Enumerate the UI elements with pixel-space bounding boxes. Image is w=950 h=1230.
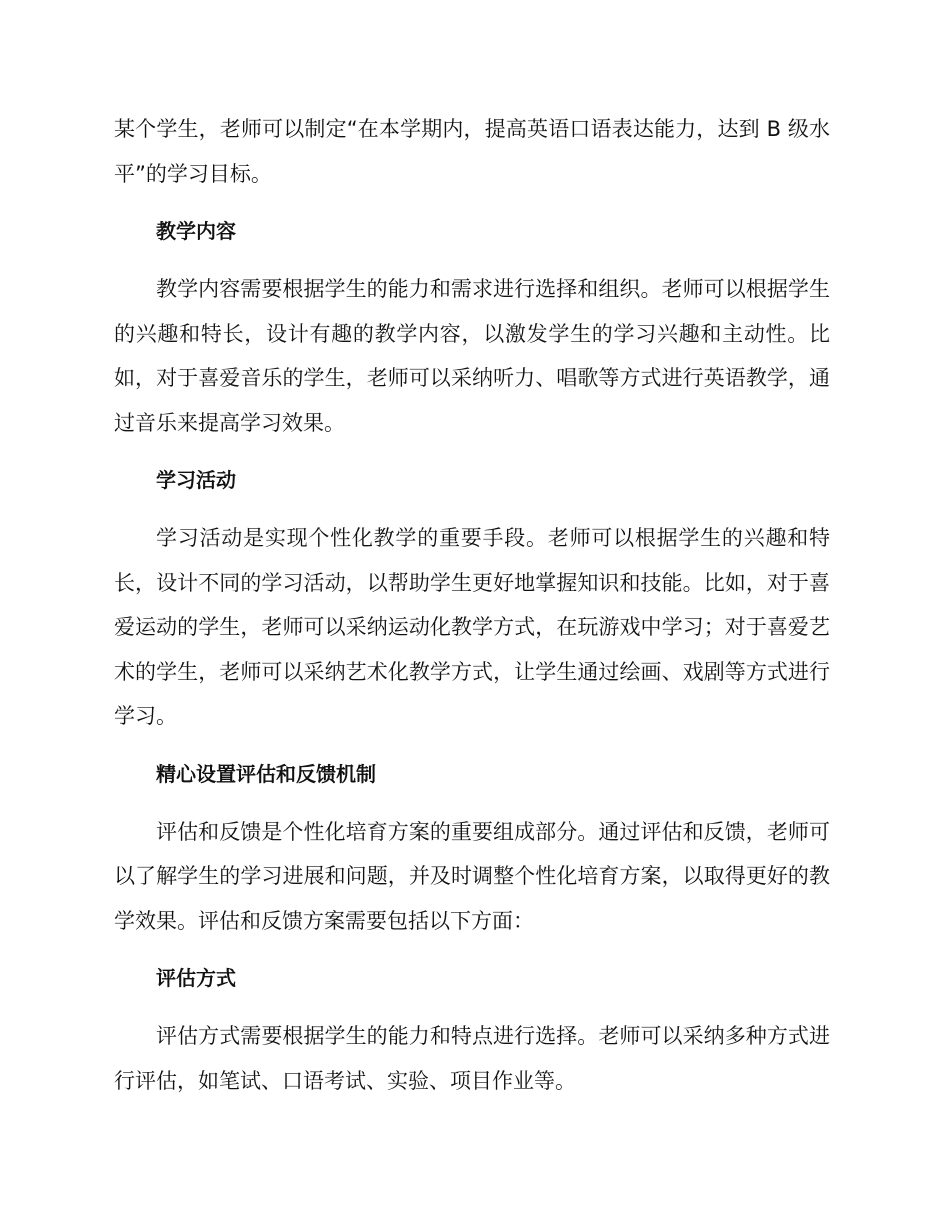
section-body-assessment-feedback: 评估和反馈是个性化培育方案的重要组成部分。通过评估和反馈，老师可以了解学生的学习进展和问题，并及时调整个性化培育方案，以取得更好的教学效果。评估和反馈方案需要包括以下方面： xyxy=(114,819,830,933)
section-heading-teaching-content: 教学内容 xyxy=(156,219,236,243)
intro-continuation-paragraph: 某个学生，老师可以制定“在本学期内，提高英语口语表达能力，达到 B 级水平”的学习目标。 xyxy=(114,117,830,186)
section-heading-learning-activities: 学习活动 xyxy=(156,468,236,492)
section-body-teaching-content: 教学内容需要根据学生的能力和需求进行选择和组织。老师可以根据学生的兴趣和特长，设计有趣的教学内容，以激发学生的学习兴趣和主动性。比如，对于喜爱音乐的学生，老师可以采纳听力、唱歌等方式进行英语教学，通过音乐来提高学习效果。 xyxy=(114,277,830,435)
document-page xyxy=(114,107,830,1103)
section-body-learning-activities: 学习活动是实现个性化教学的重要手段。老师可以根据学生的兴趣和特长，设计不同的学习活动，以帮助学生更好地掌握知识和技能。比如，对于喜爱运动的学生，老师可以采纳运动化教学方式，在玩游戏中学习；对于喜爱艺术的学生，老师可以采纳艺术化教学方式，让学生通过绘画、戏剧等方式进行学习。 xyxy=(114,526,830,728)
section-body-assessment-methods: 评估方式需要根据学生的能力和特点进行选择。老师可以采纳多种方式进行评估，如笔试、口语考试、实验、项目作业等。 xyxy=(114,1024,830,1093)
section-heading-assessment-feedback: 精心设置评估和反馈机制 xyxy=(156,761,376,786)
section-heading-assessment-methods: 评估方式 xyxy=(156,966,236,990)
